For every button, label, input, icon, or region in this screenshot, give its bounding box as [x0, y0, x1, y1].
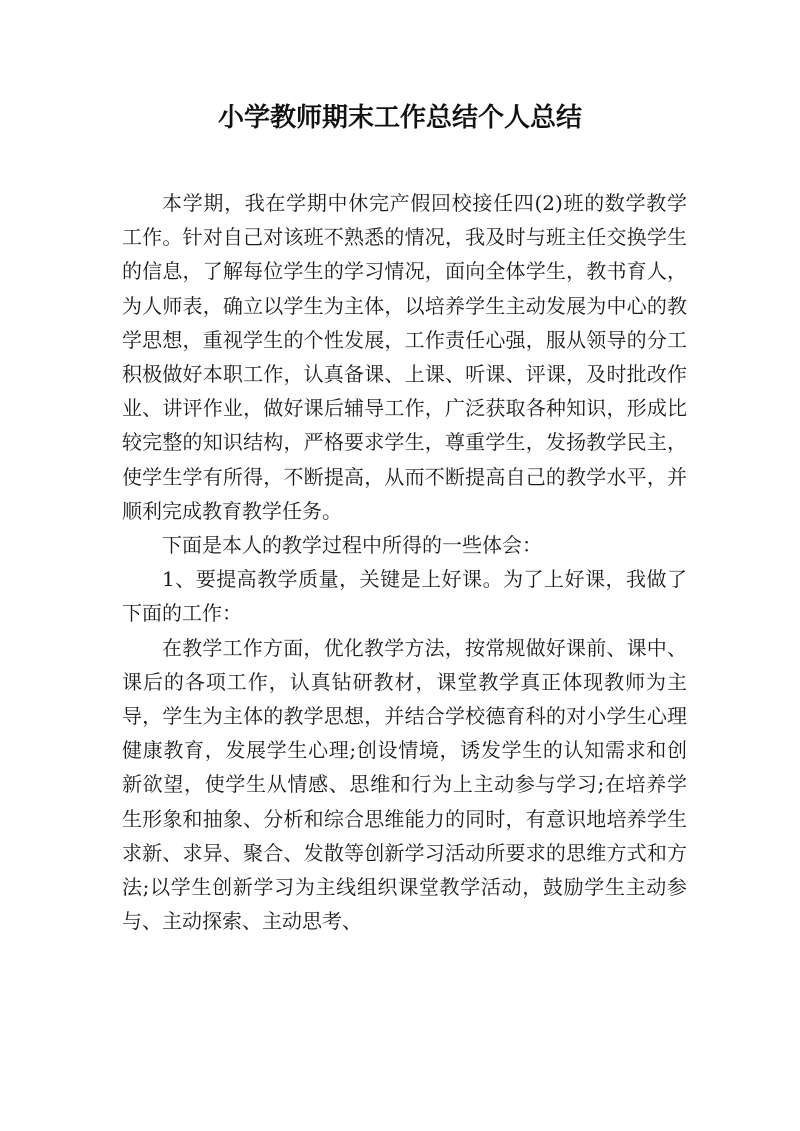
paragraph-intro: 本学期，我在学期中休完产假回校接任四(2)班的数学教学工作。针对自己对该班不熟悉的情况，我及时与班主任交换学生的信息，了解每位学生的学习情况，面向全体学生，教书育人，为人师表，确立以学生为主体，以培养学生主动发展为中心的教学思想，重视学生的个性发展，工作责任心强，服从领导的分工积极做好本职工作，认真备课、上课、听课、评课，及时批改作业、讲评作业，做好课后辅导工作，广泛获取各种知识，形成比较完整的知识结构，严格要求学生，尊重学生，发扬教学民主，使学生学有所得，不断提高，从而不断提高自己的教学水平，并顺利完成教育教学任务。 [122, 191, 687, 523]
paragraph-point-1: 1、要提高教学质量，关键是上好课。为了上好课，我做了下面的工作： [122, 567, 687, 626]
paragraph-teaching-methods: 在教学工作方面，优化教学方法，按常规做好课前、课中、课后的各项工作，认真钻研教材，课堂教学真正体现教师为主导，学生为主体的教学思想，并结合学校德育科的对小学生心理健康教育，发展学生心理;创设情境，诱发学生的认知需求和创新欲望，使学生从情感、思维和行为上主动参与学习;在培养学生形象和抽象、分析和综合思维能力的同时，有意识地培养学生求新、求异、聚合、发散等创新学习活动所要求的思维方式和方法;以学生创新学习为主线组织课堂教学活动，鼓励学生主动参与、主动探索、主动思考、 [122, 635, 687, 934]
document-body [122, 186, 687, 938]
document-title: 小学教师期末工作总结个人总结 [217, 103, 582, 133]
paragraph-experience-lead: 下面是本人的教学过程中所得的一些体会： [162, 533, 542, 558]
